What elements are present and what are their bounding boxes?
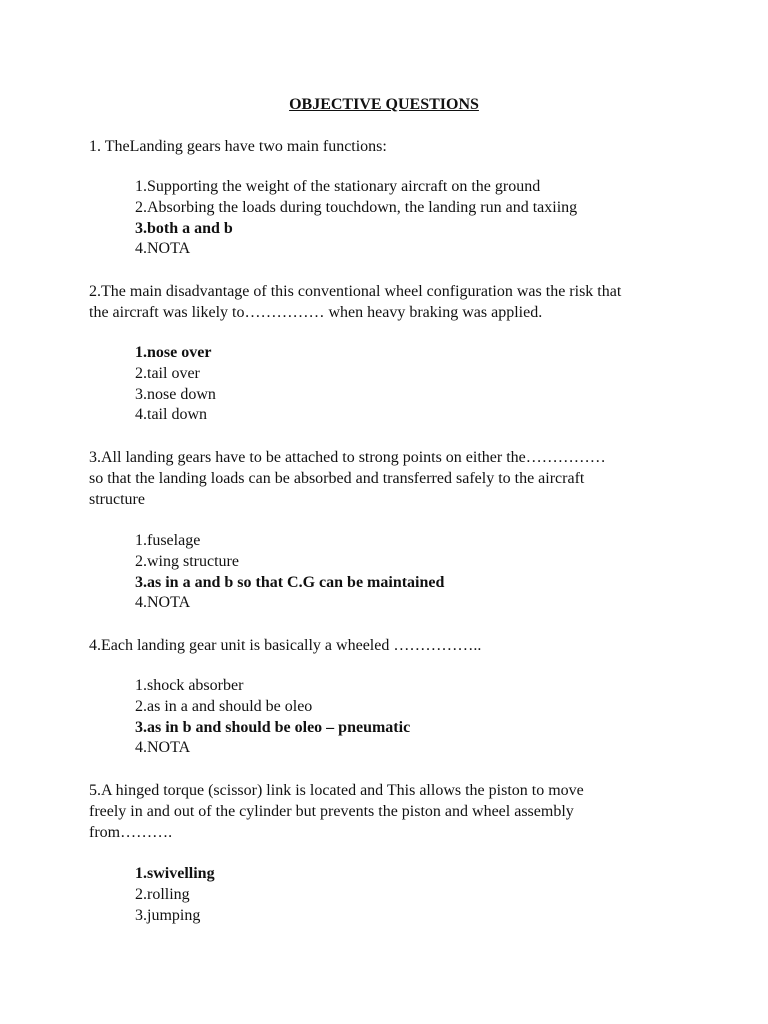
question-line: 1. TheLanding gears have two main functions: bbox=[89, 138, 387, 155]
question-line: the aircraft was likely to…………… when heavy braking was applied. bbox=[89, 304, 543, 321]
question-line: 3.All landing gears have to be attached to strong points on either the…………… bbox=[89, 449, 606, 466]
correct-option-item: 3.both a and b bbox=[135, 219, 233, 237]
correct-option-item: 1.nose over bbox=[135, 344, 212, 361]
question-line: 4.Each landing gear unit is basically a wheeled …………….. bbox=[89, 637, 482, 654]
page-title: OBJECTIVE QUESTIONS bbox=[289, 96, 479, 113]
option-item: 4.tail down bbox=[135, 406, 207, 424]
option-item: 1.Supporting the weight of the stationary aircraft on the ground bbox=[135, 178, 541, 195]
option-item: 1.shock absorber bbox=[135, 677, 244, 694]
question-1-options bbox=[135, 177, 695, 260]
question-2-text bbox=[89, 281, 689, 323]
option-item: 2.tail over bbox=[135, 364, 200, 382]
option-item: 4.NOTA bbox=[135, 594, 191, 612]
option-item: 2.as in a and should be oleo bbox=[135, 697, 313, 715]
question-line: structure bbox=[89, 491, 145, 508]
correct-option-item: 3.as in b and should be oleo – pneumatic bbox=[135, 718, 411, 736]
question-line: 5.A hinged torque (scissor) link is located and This allows the piston to move bbox=[89, 782, 584, 799]
option-item: 2.Absorbing the loads during touchdown, the landing run and taxiing bbox=[135, 198, 578, 216]
question-1-text bbox=[89, 136, 689, 157]
option-item: 3.nose down bbox=[135, 385, 216, 403]
option-item: 4.NOTA bbox=[135, 739, 191, 757]
question-3-options bbox=[135, 531, 695, 614]
question-3-text bbox=[89, 447, 689, 510]
question-line: freely in and out of the cylinder but prevents the piston and wheel assembly bbox=[89, 803, 574, 820]
option-item: 1.fuselage bbox=[135, 532, 201, 549]
question-4-options bbox=[135, 676, 695, 759]
option-item: 3.jumping bbox=[135, 906, 201, 924]
option-item: 2.wing structure bbox=[135, 552, 239, 570]
question-line: so that the landing loads can be absorbed and transferred safely to the aircraft bbox=[89, 470, 585, 487]
option-item: 4.NOTA bbox=[135, 240, 191, 258]
question-4-text bbox=[89, 635, 689, 656]
question-5-options bbox=[135, 864, 695, 926]
correct-option-item: 1.swivelling bbox=[135, 865, 215, 882]
question-line: 2.The main disadvantage of this conventional wheel configuration was the risk that bbox=[89, 283, 622, 300]
question-5-text bbox=[89, 780, 689, 843]
question-line: from………. bbox=[89, 824, 173, 841]
option-item: 2.rolling bbox=[135, 885, 190, 903]
question-2-options bbox=[135, 343, 695, 426]
correct-option-item: 3.as in a and b so that C.G can be maintained bbox=[135, 573, 445, 591]
